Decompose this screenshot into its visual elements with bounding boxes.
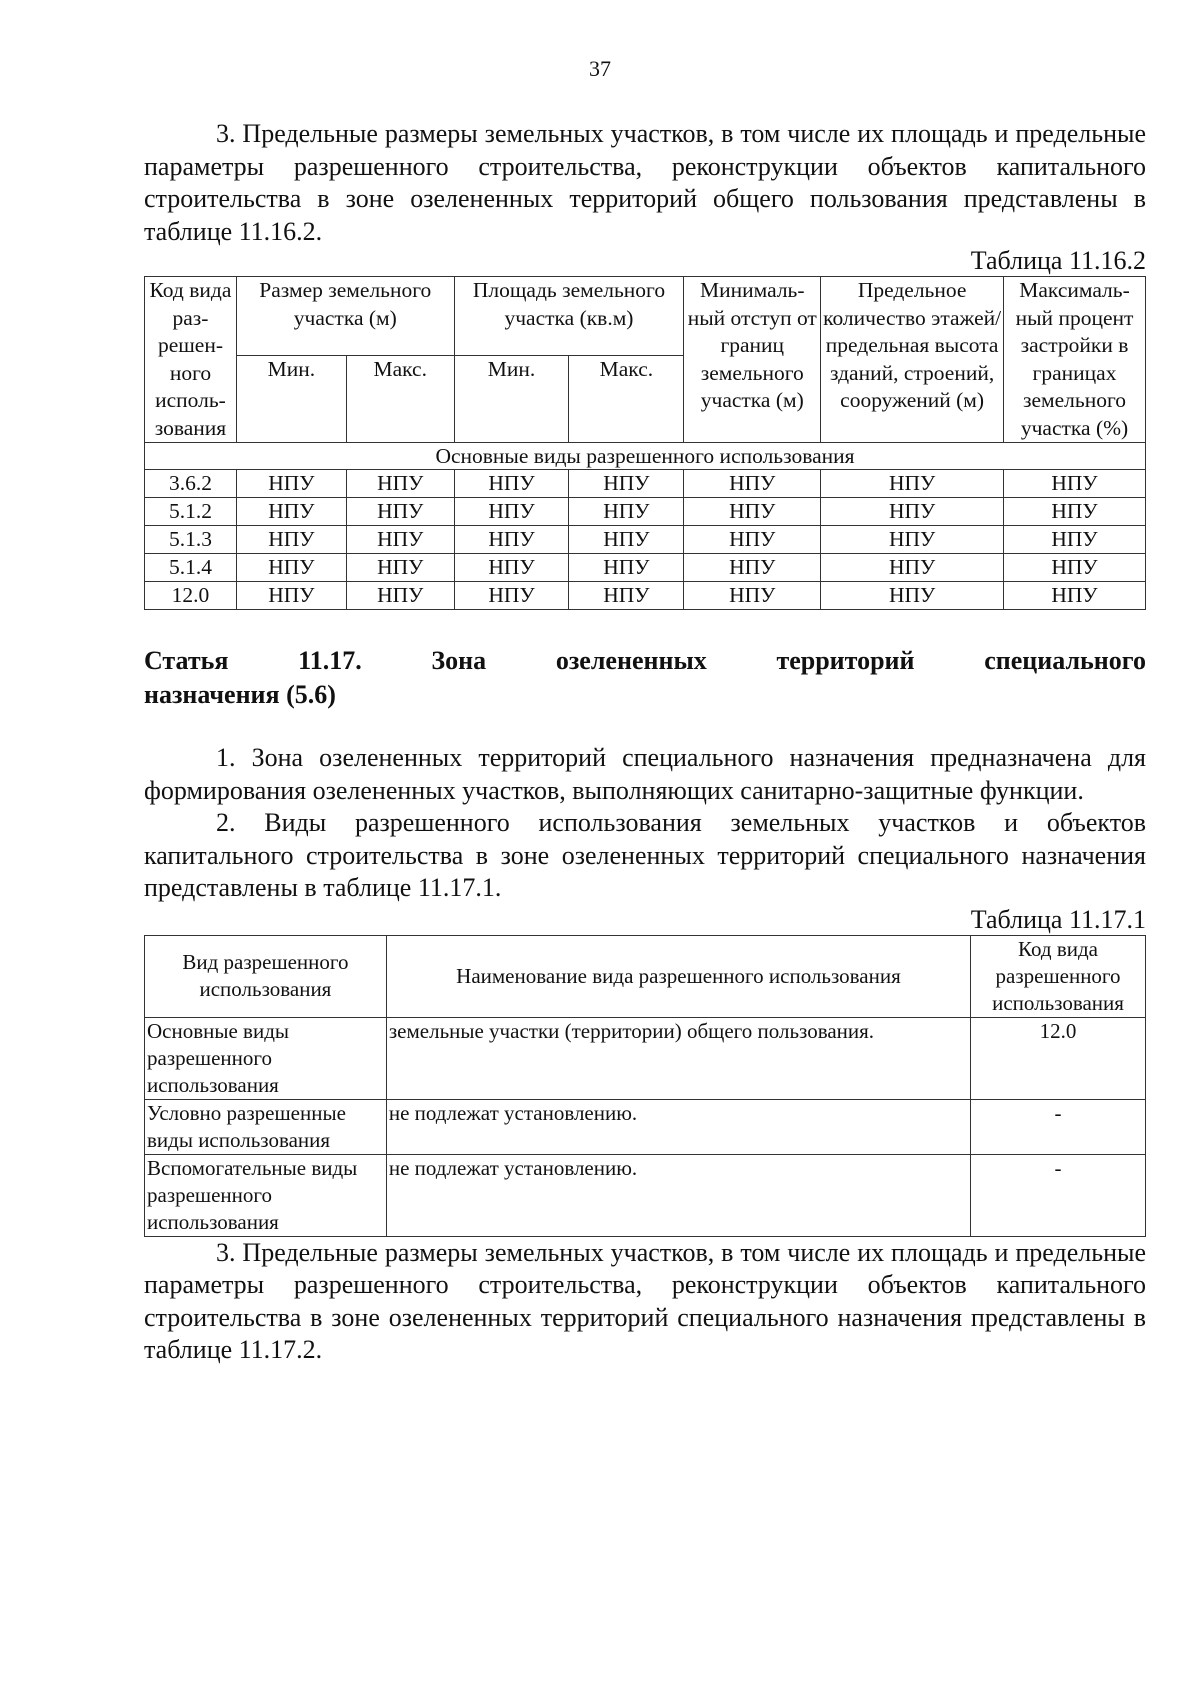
table-cell: Условно разрешенные виды использования bbox=[145, 1099, 387, 1154]
header-area-max: Макс. bbox=[569, 356, 684, 443]
table-cell: НПУ bbox=[684, 582, 821, 610]
table-cell: - bbox=[971, 1099, 1146, 1154]
table-row bbox=[145, 1017, 1146, 1099]
table-cell: НПУ bbox=[1004, 582, 1146, 610]
table-cell: НПУ bbox=[1004, 470, 1146, 498]
heading-word: озелененных bbox=[555, 646, 707, 675]
table-cell: НПУ bbox=[454, 526, 569, 554]
table-cell: НПУ bbox=[1004, 498, 1146, 526]
table-cell: НПУ bbox=[1004, 526, 1146, 554]
table-cell: НПУ bbox=[346, 582, 454, 610]
table-cell: НПУ bbox=[346, 554, 454, 582]
heading-word: территорий bbox=[776, 646, 915, 675]
table-cell: НПУ bbox=[1004, 554, 1146, 582]
header-name: Наименование вида разрешенного использования bbox=[386, 935, 970, 1017]
header-size-max: Макс. bbox=[346, 356, 454, 443]
table-cell: 3.6.2 bbox=[145, 470, 237, 498]
header-kind: Вид разрешенного использования bbox=[145, 935, 387, 1017]
table-row bbox=[145, 1154, 1146, 1236]
table-caption-11-17-1: Таблица 11.17.1 bbox=[970, 904, 1146, 934]
table-cell: 5.1.3 bbox=[145, 526, 237, 554]
heading-word: Зона bbox=[431, 646, 487, 675]
table-11-17-1 bbox=[144, 935, 1146, 1237]
header-area: Площадь земельного участка (кв.м) bbox=[454, 277, 684, 356]
table-row bbox=[145, 1099, 1146, 1154]
table-cell: НПУ bbox=[236, 582, 346, 610]
table-cell: 12.0 bbox=[971, 1017, 1146, 1099]
table-cell: НПУ bbox=[346, 526, 454, 554]
table-cell: НПУ bbox=[346, 470, 454, 498]
table-cell: не подлежат установлению. bbox=[386, 1099, 970, 1154]
header-code: Код вида раз-решен-ного исполь-зования bbox=[145, 277, 237, 443]
heading-word: 11.17. bbox=[298, 646, 362, 675]
table-caption-11-16-2: Таблица 11.16.2 bbox=[970, 246, 1146, 275]
table-cell: НПУ bbox=[454, 582, 569, 610]
header-code: Код вида разрешенного использования bbox=[971, 935, 1146, 1017]
table-cell: 12.0 bbox=[145, 582, 237, 610]
table-cell: НПУ bbox=[236, 498, 346, 526]
table-cell: НПУ bbox=[821, 498, 1004, 526]
document-body bbox=[144, 118, 1146, 1367]
table-cell: НПУ bbox=[684, 554, 821, 582]
table-cell: НПУ bbox=[454, 554, 569, 582]
table-row bbox=[145, 554, 1146, 582]
table-cell: НПУ bbox=[454, 470, 569, 498]
header-area-min: Мин. bbox=[454, 356, 569, 443]
table-cell: НПУ bbox=[236, 526, 346, 554]
table-row bbox=[145, 582, 1146, 610]
table-cell: не подлежат установлению. bbox=[386, 1154, 970, 1236]
table-cell: НПУ bbox=[569, 526, 684, 554]
table-cell: Основные виды разрешенного использования bbox=[145, 1017, 387, 1099]
table-cell: НПУ bbox=[821, 582, 1004, 610]
table-row bbox=[145, 498, 1146, 526]
table-cell: - bbox=[971, 1154, 1146, 1236]
table-cell: НПУ bbox=[821, 554, 1004, 582]
table-cell: НПУ bbox=[569, 470, 684, 498]
table-cell: 5.1.4 bbox=[145, 554, 237, 582]
heading-word: Статья bbox=[144, 646, 229, 675]
table-cell: НПУ bbox=[684, 498, 821, 526]
heading-line-2: назначения (5.6) bbox=[144, 680, 336, 709]
table-cell: НПУ bbox=[346, 498, 454, 526]
table-cell: НПУ bbox=[821, 526, 1004, 554]
article-heading bbox=[144, 644, 1146, 712]
paragraph-limits-special-green: 3. Предельные размеры земельных участков, в том числе их площадь и предельные параметры разрешенного строительства, реконструкции объектов капитального строительства в зоне озелененных территорий специального назначения представлены в таблице 11.17.2. bbox=[144, 1237, 1146, 1364]
table-cell: НПУ bbox=[684, 526, 821, 554]
table-cell: НПУ bbox=[236, 554, 346, 582]
table-row bbox=[145, 526, 1146, 554]
header-setback: Минималь-ный отступ от границ земельного участка (м) bbox=[684, 277, 821, 443]
header-size: Размер земельного участка (м) bbox=[236, 277, 454, 356]
table-cell: 5.1.2 bbox=[145, 498, 237, 526]
table-cell: НПУ bbox=[569, 554, 684, 582]
table-cell: Вспомогательные виды разрешенного использования bbox=[145, 1154, 387, 1236]
paragraph-permitted-uses: 2. Виды разрешенного использования земельных участков и объектов капитального строительства в зоне озелененных территорий специального назначения представлены в таблице 11.17.1. bbox=[144, 808, 1146, 902]
header-size-min: Мин. bbox=[236, 356, 346, 443]
heading-word: специального bbox=[984, 646, 1146, 675]
table-row bbox=[145, 470, 1146, 498]
table-cell: земельные участки (территории) общего пользования. bbox=[386, 1017, 970, 1099]
paragraph-zone-purpose: 1. Зона озелененных территорий специального назначения предназначена для формирования озелененных участков, выполняющих санитарно-защитные функции. bbox=[144, 743, 1146, 805]
table-cell: НПУ bbox=[821, 470, 1004, 498]
table-cell: НПУ bbox=[569, 498, 684, 526]
header-floors: Предельное количество этажей/ предельная высота зданий, строений, сооружений (м) bbox=[821, 277, 1004, 443]
header-coverage: Максималь-ный процент застройки в границах земельного участка (%) bbox=[1004, 277, 1146, 443]
paragraph-limits-public-green: 3. Предельные размеры земельных участков, в том числе их площадь и предельные параметры разрешенного строительства, реконструкции объектов капитального строительства в зоне озелененных территорий общего пользования представлены в таблице 11.16.2. bbox=[144, 119, 1146, 246]
table-cell: НПУ bbox=[684, 470, 821, 498]
table-cell: НПУ bbox=[454, 498, 569, 526]
table-cell: НПУ bbox=[236, 470, 346, 498]
page-number: 37 bbox=[589, 56, 611, 81]
table-11-16-2 bbox=[144, 276, 1146, 610]
table-cell: НПУ bbox=[569, 582, 684, 610]
section-row: Основные виды разрешенного использования bbox=[145, 443, 1146, 470]
